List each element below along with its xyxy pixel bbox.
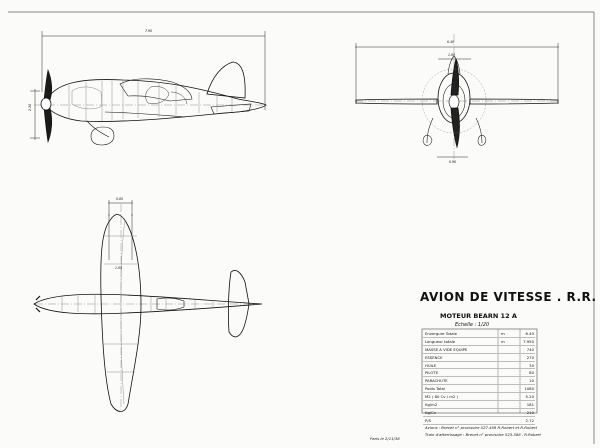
spec-value: 30 <box>529 362 534 368</box>
spec-value: 6.40 <box>525 331 534 336</box>
side-length-label: 7.90 <box>145 29 153 33</box>
spec-label: PILOTE <box>425 370 439 376</box>
side-pilot <box>146 86 187 104</box>
spec-label: HUILE <box>425 362 437 368</box>
spec-label: Envergure Totale <box>425 331 457 336</box>
spec-label: Longueur totale <box>425 338 456 344</box>
front-propeller-top <box>451 59 459 95</box>
spec-row <box>423 354 535 362</box>
spec-value: 1080 <box>524 386 534 392</box>
spec-value: 210 <box>526 409 534 415</box>
spec-value: 10 <box>529 378 534 384</box>
engine-label: MOTEUR BEARN 12 A <box>440 312 517 320</box>
spec-label: M2 ( 80 Cv / m2 ) <box>425 394 459 400</box>
spec-value: 80 <box>529 370 534 376</box>
plan-wing-spar <box>121 219 125 404</box>
side-engine-cutaway <box>72 87 102 109</box>
side-view <box>30 31 266 145</box>
plan-root-label: 0.80 <box>116 197 124 201</box>
landing-gear-note: Train d'atterrissage : Brevet n° provisoire 523.388 . R.Robert <box>425 432 541 437</box>
spec-label: Kg/Cv <box>425 409 437 415</box>
spec-unit: m <box>501 338 505 344</box>
spec-row <box>423 385 535 393</box>
spec-label: ESSENCE <box>425 354 443 360</box>
spec-row <box>423 409 535 417</box>
spec-unit: m <box>501 331 505 336</box>
spec-label: PARACHUTE <box>425 378 448 384</box>
spec-label: MASSE A VIDE EQUIPE <box>425 346 468 352</box>
spec-row <box>423 330 535 338</box>
scale-label: Echelle : 1/20 <box>455 322 490 328</box>
front-bottom-label: 0.90 <box>449 160 457 164</box>
side-height-label: 2.30 <box>28 103 32 111</box>
spec-value: 181 <box>526 402 534 408</box>
drawing-title: AVION DE VITESSE . R.R. <box>420 290 597 304</box>
side-landing-gear <box>87 121 114 145</box>
patent-note: Avions : Brevet n° provisoire 527.459 R.Robert et R.Robert <box>425 425 537 430</box>
side-fuselage <box>48 80 266 122</box>
spec-row <box>423 338 535 346</box>
front-spinner <box>449 95 459 109</box>
spec-row <box>423 377 535 385</box>
front-top-label: 1.80 <box>448 53 456 57</box>
spec-table <box>423 330 535 425</box>
spec-value: 5.20 <box>525 394 534 400</box>
spec-value: 7.950 <box>523 338 534 344</box>
spec-value: 2.72 <box>525 417 534 423</box>
plan-chord-label: 1.80 <box>115 266 123 270</box>
spec-label: Poids Total <box>425 386 445 392</box>
front-view <box>355 34 560 164</box>
spec-row <box>423 417 535 425</box>
spec-label: Kg/m2 <box>425 402 438 408</box>
side-wing-fillet <box>105 112 185 117</box>
spec-row <box>423 393 535 401</box>
side-spinner <box>41 98 51 110</box>
front-wing-left <box>356 99 437 104</box>
spec-row <box>423 401 535 409</box>
front-wing-right <box>470 99 558 104</box>
plan-view <box>34 200 262 412</box>
spec-label: P/S <box>425 417 431 423</box>
spec-row <box>423 362 535 370</box>
spec-row <box>423 346 535 354</box>
spec-value: 740 <box>526 346 534 352</box>
spec-value: 270 <box>526 354 534 360</box>
plan-tail <box>228 270 249 336</box>
drawing-date: Paris le 2/11/38 <box>370 436 400 441</box>
front-propeller-bottom <box>451 108 459 147</box>
front-span-label: 6.40 <box>447 40 455 44</box>
spec-row <box>423 369 535 377</box>
